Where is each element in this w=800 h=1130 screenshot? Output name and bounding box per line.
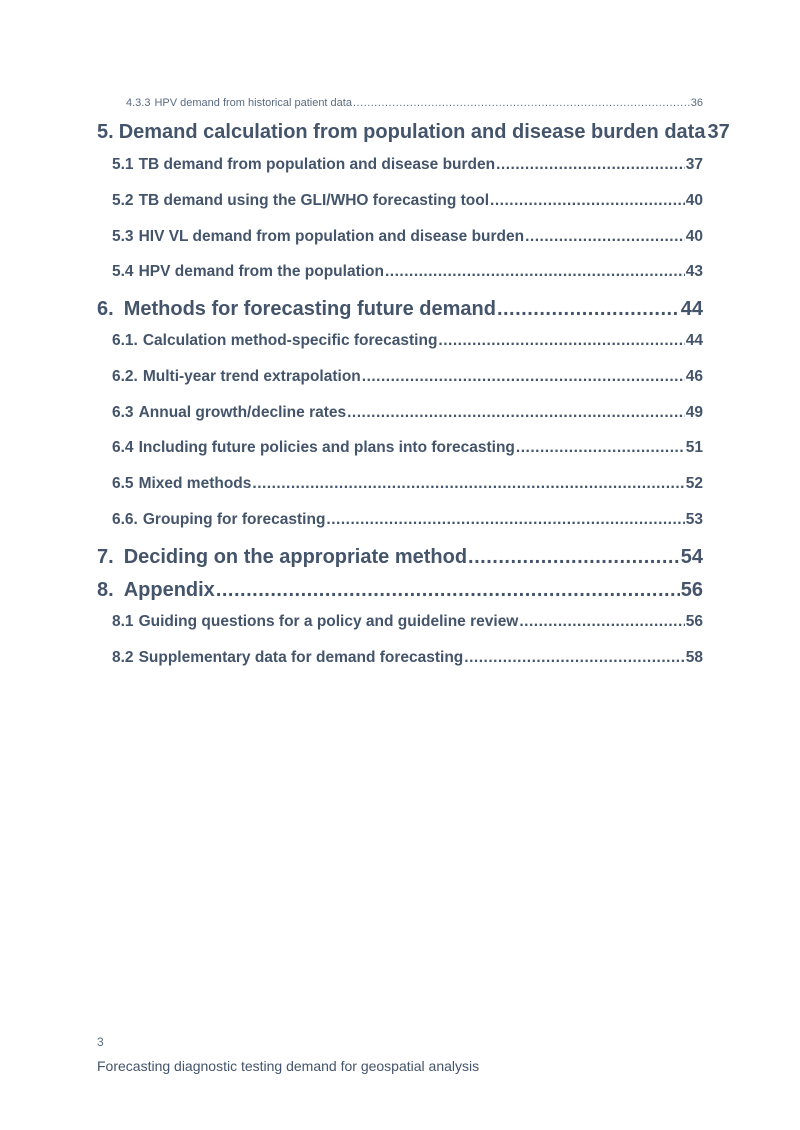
toc-entry-number: 5.3 — [112, 228, 134, 245]
toc-entry-title: Annual growth/decline rates — [138, 404, 347, 421]
toc-entry-page: 44 — [680, 298, 703, 320]
toc-entry-title: HPV demand from historical patient data — [154, 97, 352, 109]
toc-entry-number: 6.4 — [112, 439, 134, 456]
toc-leader-dots — [347, 404, 685, 422]
toc-entry-page: 54 — [680, 546, 703, 568]
toc-leader-dots — [385, 263, 685, 281]
toc-leader-dots — [497, 298, 680, 321]
toc-entry-6-3[interactable] — [112, 404, 703, 422]
toc-entry-number: 7. — [97, 546, 114, 568]
toc-entry-5-4[interactable] — [112, 263, 703, 281]
toc-leader-dots — [468, 546, 680, 569]
toc-entry-page: 52 — [685, 475, 703, 492]
toc-leader-dots — [326, 511, 684, 529]
toc-entry-number: 5.2 — [112, 192, 134, 209]
toc-entry-page: 37 — [707, 121, 730, 143]
toc-entry-6-5[interactable] — [112, 475, 703, 493]
toc-entry-6-6[interactable] — [112, 511, 703, 529]
toc-entry-page: 58 — [685, 649, 703, 666]
toc-leader-dots — [362, 368, 685, 386]
toc-entry-6[interactable] — [97, 298, 703, 321]
toc-entry-title: Supplementary data for demand forecasting — [138, 649, 464, 666]
toc-entry-number: 5.1 — [112, 156, 134, 173]
toc-leader-dots — [525, 228, 685, 246]
toc-entry-page: 43 — [685, 263, 703, 280]
toc-entry-page: 46 — [685, 368, 703, 385]
toc-entry-number: 8.2 — [112, 649, 134, 666]
toc-entry-number: 6.2. — [112, 368, 138, 385]
toc-entry-title: Deciding on the appropriate method — [123, 546, 468, 568]
toc-entry-page: 56 — [685, 613, 703, 630]
toc-entry-6-1[interactable] — [112, 332, 703, 350]
toc-entry-6-4[interactable] — [112, 439, 703, 457]
toc-entry-title: Demand calculation from population and disease burden data — [118, 121, 706, 143]
toc-entry-title: Appendix — [123, 579, 215, 601]
toc-entry-number: 6.5 — [112, 475, 134, 492]
toc-entry-title: HIV VL demand from population and disease burden — [138, 228, 525, 245]
toc-entry-8-2[interactable] — [112, 649, 703, 667]
toc-entry-page: 51 — [685, 439, 703, 456]
toc-entry-number: 6.6. — [112, 511, 138, 528]
toc-entry-page: 53 — [685, 511, 703, 528]
toc-entry-title: HPV demand from the population — [138, 263, 384, 280]
toc-leader-dots — [252, 475, 684, 493]
toc-leader-dots — [464, 649, 684, 667]
toc-entry-4-3-3[interactable] — [126, 97, 703, 109]
toc-entry-page: 56 — [680, 579, 703, 601]
toc-entry-page: 49 — [685, 404, 703, 421]
toc-entry-6-2[interactable] — [112, 368, 703, 386]
toc-entry-number: 4.3.3 — [126, 97, 151, 109]
toc-entry-title: Guiding questions for a policy and guideline review — [138, 613, 519, 630]
toc-entry-number: 6. — [97, 298, 114, 320]
toc-entry-number: 8.1 — [112, 613, 134, 630]
toc-entry-title: Mixed methods — [138, 475, 252, 492]
toc-entry-5[interactable] — [97, 121, 730, 144]
toc-entry-number: 6.1. — [112, 332, 138, 349]
toc-entry-title: Multi-year trend extrapolation — [142, 368, 361, 385]
toc-entry-5-2[interactable] — [112, 192, 703, 210]
toc-leader-dots — [353, 97, 690, 109]
toc-entry-7[interactable] — [97, 546, 703, 569]
toc-entry-title: Including future policies and plans into forecasting — [138, 439, 515, 456]
toc-entry-title: Methods for forecasting future demand — [123, 298, 496, 320]
toc-entry-title: Calculation method-specific forecasting — [142, 332, 438, 349]
toc-entry-number: 6.3 — [112, 404, 134, 421]
toc-leader-dots — [216, 579, 680, 602]
toc-entry-5-3[interactable] — [112, 228, 703, 246]
toc-entry-number: 5. — [97, 121, 114, 143]
toc-entry-title: Grouping for forecasting — [142, 511, 326, 528]
toc-leader-dots — [438, 332, 684, 350]
toc-entry-5-1[interactable] — [112, 156, 703, 174]
footer-document-title: Forecasting diagnostic testing demand for geospatial analysis — [97, 1058, 480, 1074]
toc-entry-title: TB demand using the GLI/WHO forecasting tool — [138, 192, 490, 209]
toc-entry-number: 5.4 — [112, 263, 134, 280]
toc-entry-page: 40 — [685, 192, 703, 209]
toc-entry-8[interactable] — [97, 579, 703, 602]
toc-entry-page: 40 — [685, 228, 703, 245]
toc-entry-title: TB demand from population and disease burden — [138, 156, 496, 173]
toc-entry-8-1[interactable] — [112, 613, 703, 631]
toc-entry-page: 44 — [685, 332, 703, 349]
toc-entry-page: 37 — [685, 156, 703, 173]
toc-leader-dots — [496, 156, 685, 174]
toc-entry-page: 36 — [690, 97, 703, 109]
footer-page-number: 3 — [97, 1035, 104, 1049]
toc-leader-dots — [490, 192, 685, 210]
toc-leader-dots — [519, 613, 684, 631]
toc-entry-number: 8. — [97, 579, 114, 601]
toc-leader-dots — [516, 439, 685, 457]
